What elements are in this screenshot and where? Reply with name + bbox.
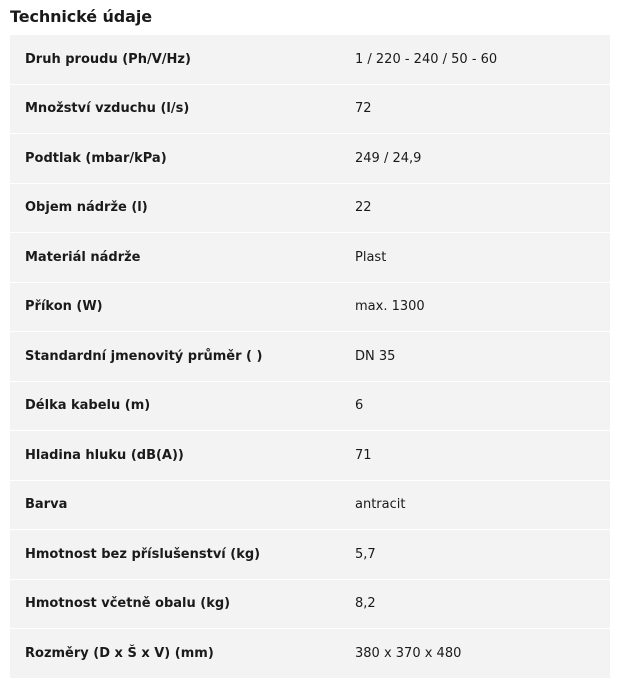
section-title: Technické údaje: [10, 7, 152, 26]
spec-label: Standardní jmenovitý průměr ( ): [25, 348, 263, 364]
spec-value: 8,2: [355, 596, 376, 612]
spec-row: [10, 481, 610, 531]
spec-value: DN 35: [355, 348, 396, 364]
spec-value: 5,7: [355, 546, 376, 562]
spec-row: [10, 134, 610, 184]
spec-value: 22: [355, 200, 372, 216]
spec-value: 71: [355, 447, 372, 463]
spec-value: 249 / 24,9: [355, 150, 422, 166]
spec-label: Délka kabelu (m): [25, 398, 151, 414]
spec-row: [10, 580, 610, 630]
spec-label: Barva: [25, 497, 68, 513]
spec-row: [10, 233, 610, 283]
spec-label: Hladina hluku (dB(A)): [25, 447, 184, 463]
spec-row: [10, 530, 610, 580]
spec-value: antracit: [355, 497, 406, 513]
spec-row: [10, 283, 610, 333]
spec-value: 380 x 370 x 480: [355, 645, 462, 661]
spec-row: [10, 332, 610, 382]
spec-row: [10, 85, 610, 135]
spec-row: [10, 35, 610, 85]
spec-label: Podtlak (mbar/kPa): [25, 150, 167, 166]
spec-value: 72: [355, 101, 372, 117]
spec-label: Hmotnost bez příslušenství (kg): [25, 546, 261, 562]
spec-label: Objem nádrže (l): [25, 200, 148, 216]
spec-value: 1 / 220 - 240 / 50 - 60: [355, 51, 498, 67]
spec-label: Materiál nádrže: [25, 249, 141, 265]
spec-row: [10, 184, 610, 234]
spec-label: Hmotnost včetně obalu (kg): [25, 596, 231, 612]
spec-row: [10, 629, 610, 678]
spec-label: Rozměry (D x Š x V) (mm): [25, 645, 214, 661]
spec-table: [10, 35, 610, 678]
spec-row: [10, 382, 610, 432]
spec-value: 6: [355, 398, 364, 414]
spec-value: Plast: [355, 249, 387, 265]
spec-label: Množství vzduchu (l/s): [25, 101, 190, 117]
spec-value: max. 1300: [355, 299, 425, 315]
spec-label: Příkon (W): [25, 299, 103, 315]
spec-label: Druh proudu (Ph/V/Hz): [25, 51, 191, 67]
spec-row: [10, 431, 610, 481]
